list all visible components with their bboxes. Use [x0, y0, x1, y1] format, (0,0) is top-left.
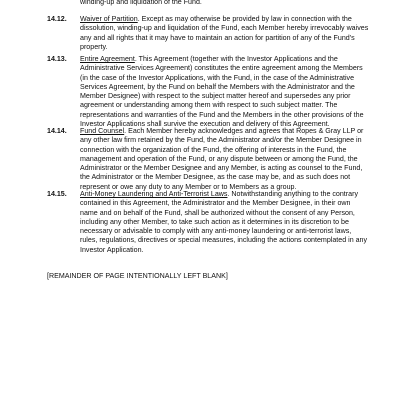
section-heading: Anti-Money Laundering and Anti-Terrorist Laws	[80, 190, 228, 198]
section-14-13	[47, 55, 369, 129]
section-14-12	[47, 15, 369, 52]
section-text: . This Agreement (together with the Investor Applications and the Administrative Services Agreement) constitutes the entire agreement among the Members (in the case of the Investor Applications, with the Fund, in the case of the Administrative Services Agreement, by the Fund on behalf the Members with the Administrator and the Member Designee) with respect to the subject matter hereof and supersedes any prior agreement or understanding among them with respect to such subject matter. The representations and warranties of the Fund and the Members in the other provisions of the Investor Applications shall survive the execution and delivery of this Agreement.	[80, 55, 364, 129]
section-text: . Notwithstanding anything to the contrary contained in this Agreement, the Administrator and the Member Designee, in their own name and on behalf of the Fund, shall be authorized without the consent of any Person, including any other Member, to take such action as it determines in its discretion to be necessary or advisable to comply with any anti-money laundering or anti-terrorist laws, rules, regulations, directives or special measures, including the actions contemplated in any Investor Application.	[80, 190, 368, 254]
section-text: . Except as may otherwise be provided by law in connection with the dissolution, winding-up and liquidation of the Fund, each Member hereby irrevocably waives any and all rights that it may have to maintain an action for partition of any of the Fund's property.	[80, 15, 369, 51]
section-heading: Waiver of Partition	[80, 15, 138, 23]
section-heading: Entire Agreement	[80, 55, 135, 63]
section-body	[80, 15, 369, 52]
section-14-15	[47, 190, 369, 255]
section-body	[80, 190, 369, 255]
remainder-blank-notice: [REMAINDER OF PAGE INTENTIONALLY LEFT BLANK]	[47, 272, 228, 280]
section-14-14	[47, 127, 369, 192]
section-number: 14.15.	[47, 190, 67, 198]
section-number: 14.14.	[47, 127, 67, 135]
section-body	[80, 127, 369, 192]
section-body	[80, 55, 369, 129]
section-number: 14.13.	[47, 55, 67, 63]
carryover-text: winding-up and liquidation of the Fund.	[80, 0, 202, 6]
section-number: 14.12.	[47, 15, 67, 23]
section-text: . Each Member hereby acknowledges and agrees that Ropes & Gray LLP or any other law firm retained by the Fund, the Administrator and/or the Member Designee in connection with the organization of the Fund, the offering of interests in the Fund, the management and operation of the Fund, or any dispute between or among the Fund, the Administrator or the Member Designee and any Member, is acting as counsel to the Fund, the Administrator or the Member Designee, as the case may be, and as such does not represent or owe any duty to any Member or to Members as a group.	[80, 127, 364, 191]
section-heading: Fund Counsel	[80, 127, 125, 135]
